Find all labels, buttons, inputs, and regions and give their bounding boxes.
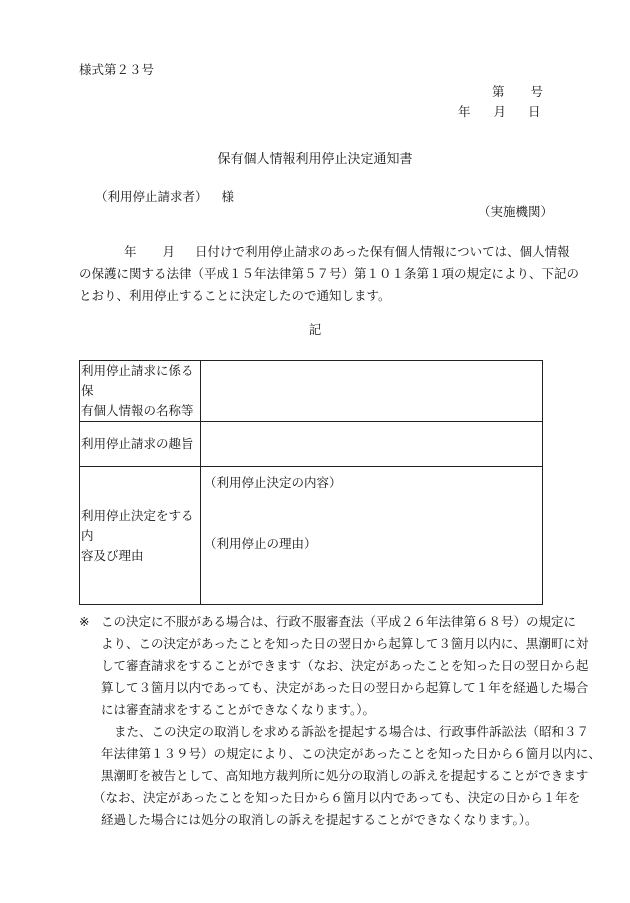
note-line: 算して３箇月以内であっても、決定があった日の翌日から起算して１年を経過した場合: [101, 680, 589, 695]
table-row: [80, 361, 543, 422]
table-row: [80, 467, 543, 605]
value-decision-content: [201, 467, 543, 605]
note-line: して審査請求をすることができます（なお、決定があったことを知った日の翌日から起: [101, 658, 589, 673]
date-day: 日: [528, 104, 541, 119]
note-line: （なお、決定があったことを知った日から６箇月以内であっても、決定の日から１年を: [93, 790, 581, 805]
note-line: 年法律第１３９号）の規定により、この決定があったことを知った日から６箇月以内に、: [101, 746, 601, 761]
decision-reason-item: （利用停止の理由）: [204, 536, 317, 551]
body-year: 年: [124, 244, 137, 259]
label-decision-content: 利用停止決定をする内 容及び理由: [80, 467, 201, 605]
issue-date-line: [458, 104, 541, 120]
label-personal-info-name: 利用停止請求に係る保 有個人情報の名称等: [80, 361, 201, 422]
note-line: ※ この決定に不服がある場合は、行政不服審査法（平成２６年法律第６８号）の規定に: [79, 611, 559, 633]
date-month: 月: [493, 104, 507, 119]
note-line: より、この決定があったことを知った日の翌日から起算して３箇月以内に、黒潮町に対: [101, 636, 589, 651]
date-year: 年: [458, 104, 471, 119]
note-line: また、この決定の取消しを求める訴訟を提起する場合は、行政事件訴訟法（昭和３７: [114, 724, 590, 739]
note-line: 経過した場合には処分の取消しの訴えを提起することができなくなります。）。: [101, 812, 538, 827]
label-request-purpose: 利用停止請求の趣旨: [80, 422, 201, 467]
ki-heading: 記: [308, 322, 322, 337]
body-line-3: とおり、利用停止することに決定したので通知します。: [79, 288, 391, 303]
body-line-2: の保護に関する法律（平成１５年法律第５７号）第１０１条第１項の規定により、下記の: [79, 266, 580, 281]
body-line-1: [79, 241, 570, 263]
document-number-line: [492, 84, 543, 100]
notice-body: [79, 241, 580, 307]
value-request-purpose: [201, 422, 543, 467]
addressee: [95, 189, 234, 205]
note-line: には審査請求をすることができなくなります。）。: [101, 702, 376, 717]
body-line-1-text: 日付けで利用停止請求のあった保有個人情報については、個人情報: [195, 244, 570, 259]
appeal-notes: [79, 611, 601, 831]
note-mark: ※: [79, 614, 90, 629]
number-unit: 号: [530, 84, 544, 99]
decision-table: [79, 360, 543, 605]
body-month: 月: [162, 244, 176, 259]
form-number: 様式第２３号: [79, 62, 155, 77]
document-title: 保有個人情報利用停止決定通知書: [217, 152, 413, 167]
addressee-honorific: 様: [221, 189, 235, 204]
decision-content-item: （利用停止決定の内容）: [204, 475, 342, 490]
addressee-role: （利用停止請求者）: [95, 189, 208, 204]
number-prefix: 第: [492, 84, 505, 99]
note-line: 黒潮町を被告として、高知地方裁判所に処分の取消しの訴えを提起することができます: [101, 768, 589, 783]
value-personal-info-name: [201, 361, 543, 422]
table-row: [80, 422, 543, 467]
issuing-agency: （実施機関）: [478, 204, 554, 219]
